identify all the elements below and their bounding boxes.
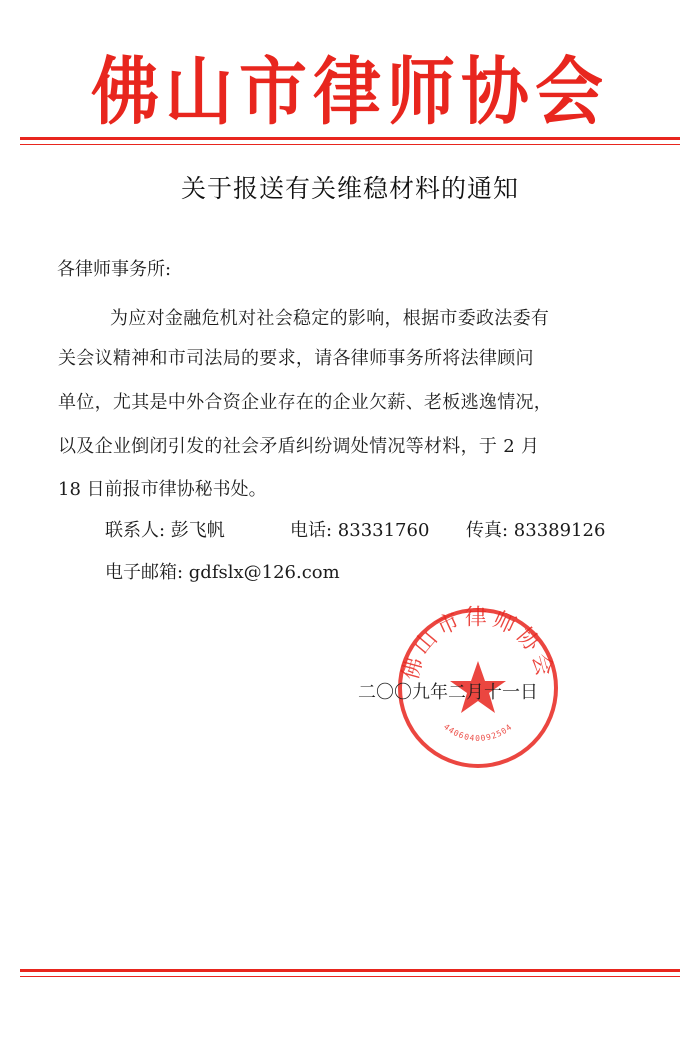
footer-rule-thick <box>20 969 680 972</box>
contact-email: 电子邮箱: gdfslx@126.com <box>105 562 340 583</box>
letterhead-rule-thick <box>20 137 680 140</box>
contact-fax: 传真: 83389126 <box>466 520 606 541</box>
body-line: 18 日前报市律协秘书处。 <box>58 479 267 500</box>
salutation: 各律师事务所: <box>57 259 172 280</box>
letterhead-rule-thin <box>20 144 680 145</box>
issue-date: 二〇〇九年二月十一日 <box>358 682 538 703</box>
svg-text:4406040092504 <box>442 722 514 743</box>
seal-org-text: 佛山市律师协会 <box>398 605 558 683</box>
seal-serial-text: 4406040092504 <box>441 722 515 743</box>
body-line: 单位，尤其是中外合资企业存在的企业欠薪、老板逃逸情况， <box>58 392 553 413</box>
body-line: 以及企业倒闭引发的社会矛盾纠纷调处情况等材料，于 2 月 <box>58 436 540 457</box>
letterhead-org-name: 佛山市律师协会 <box>90 48 609 136</box>
body-line: 为应对金融危机对社会稳定的影响，根据市委政法委有 <box>110 308 550 329</box>
contact-phone: 电话: 83331760 <box>290 520 430 541</box>
footer-rule-thin <box>20 976 680 977</box>
notice-title: 关于报送有关维稳材料的通知 <box>180 174 519 203</box>
body-line: 关会议精神和市司法局的要求，请各律师事务所将法律顾问 <box>58 348 534 369</box>
contact-person: 联系人: 彭飞帆 <box>105 520 225 541</box>
